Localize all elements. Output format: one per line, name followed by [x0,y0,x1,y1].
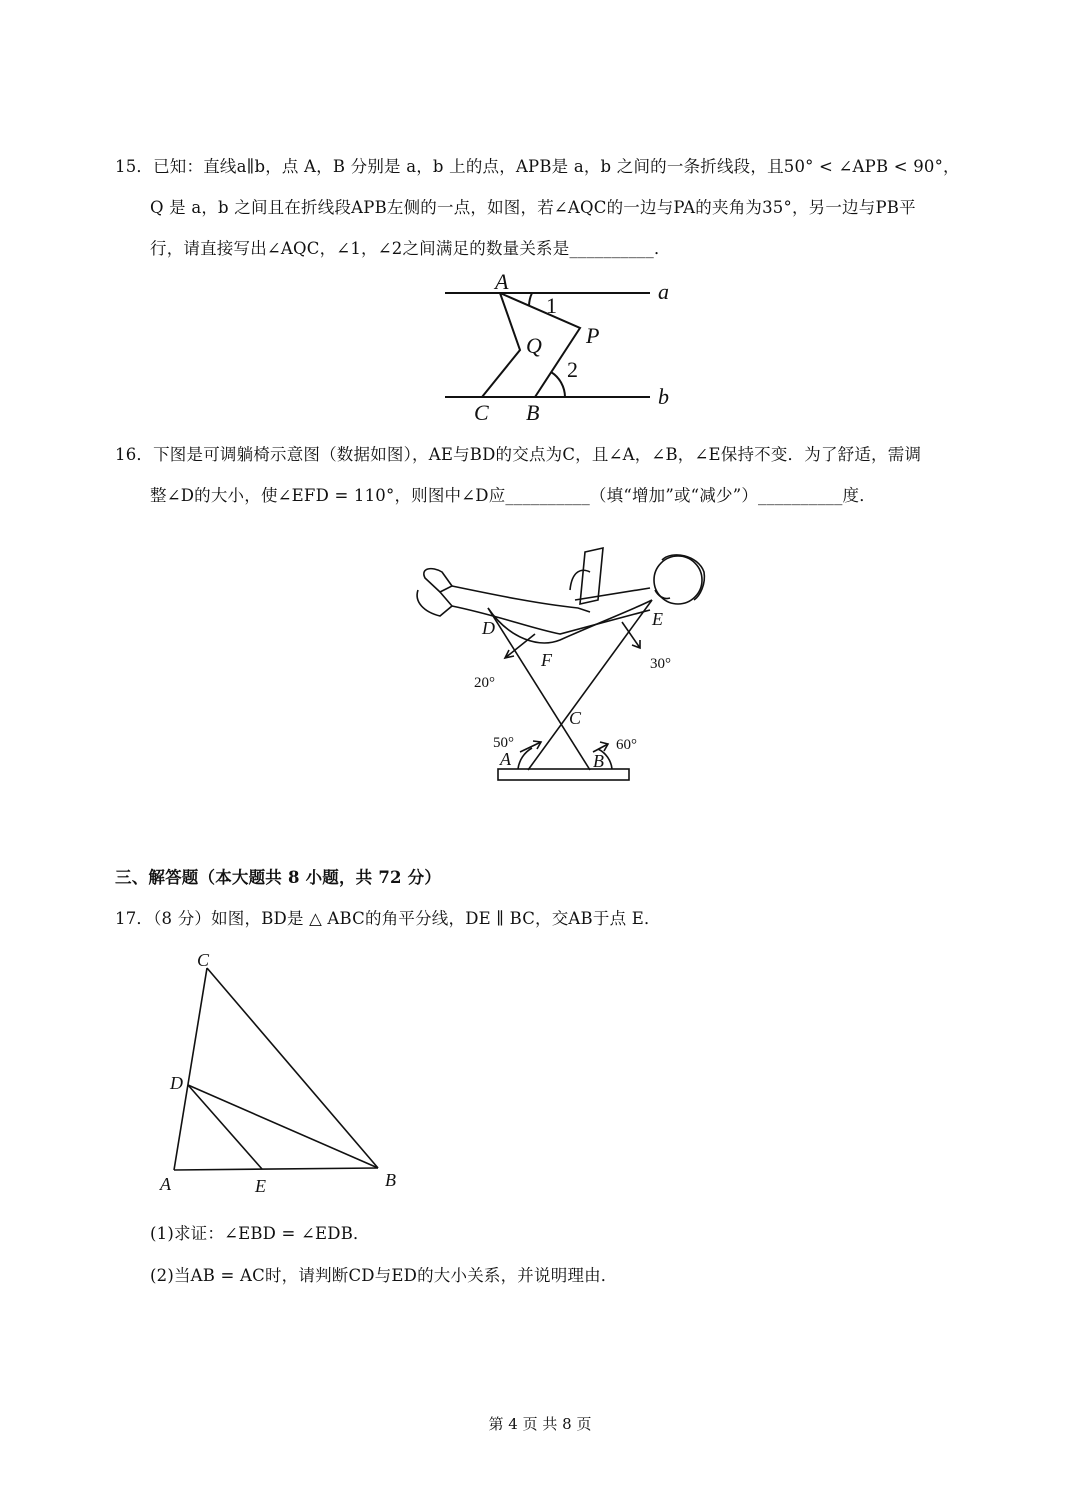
q15-label-a: a [658,279,669,304]
q17-label-B: B [385,1170,396,1190]
q15-text-line1: 15．已知：直线a∥b，点 A，B 分别是 a，b 上的点，APB是 a，b 之间的一条折线段，且50° < ∠APB < 90°， [115,157,960,176]
q17-label-C: C [197,950,210,970]
q16-angle-20: 20° [474,675,495,691]
q17-part2: (2)当AB = AC时，请判断CD与ED的大小关系，并说明理由． [150,1266,618,1285]
page-footer: 第 4 页 共 8 页 [488,1415,592,1433]
q15-label-P: P [586,323,600,348]
q15-label-2: 2 [567,357,578,382]
q15-label-B: B [526,400,540,425]
q16-text-line1: 16．下图是可调躺椅示意图（数据如图），AE与BD的交点为C，且∠A，∠B，∠E保持不变．为了舒适，需调 [115,445,922,464]
q15-label-b: b [658,384,669,409]
q17-label-E: E [255,1176,266,1196]
q15-label-Q: Q [526,333,542,358]
q15-label-C: C [474,400,489,425]
q17-part1: (1)求证：∠EBD = ∠EDB． [150,1224,370,1243]
q17-text-line1: 17．（8 分）如图，BD是 △ ABC的角平分线，DE ∥ BC，交AB于点 E． [115,909,661,928]
q16-label-D: D [482,618,495,638]
q15-label-1: 1 [546,293,557,318]
q16-label-B: B [593,751,604,771]
section3-heading: 三、解答题（本大题共 8 小题，共 72 分） [115,868,442,887]
q16-label-A: A [500,749,511,769]
q16-angle-30: 30° [650,656,671,672]
q16-label-C: C [569,708,582,728]
q15-text-line2: Q 是 a，b 之间且在折线段APB左侧的一点，如图，若∠AQC的一边与PA的夹角为35°，另一边与PB平 [150,198,916,217]
q16-angle-50: 50° [493,735,514,751]
q17-label-D: D [170,1073,183,1093]
segment-DE [188,1085,262,1169]
q16-text-line2: 整∠D的大小，使∠EFD = 110°，则图中∠D应__________（填“增加”或“减少”）__________度． [150,486,876,505]
q16-label-E: E [652,609,663,629]
q15-label-A: A [495,269,509,294]
side-AC [174,968,207,1170]
side-AB [174,1168,378,1170]
side-CB [207,968,378,1168]
segment-DB [188,1085,378,1168]
q17-label-A: A [160,1174,171,1194]
q15-text-line3: 行，请直接写出∠AQC，∠1，∠2之间满足的数量关系是__________． [150,239,671,258]
q16-angle-60: 60° [616,737,637,753]
q16-label-F: F [541,650,552,670]
